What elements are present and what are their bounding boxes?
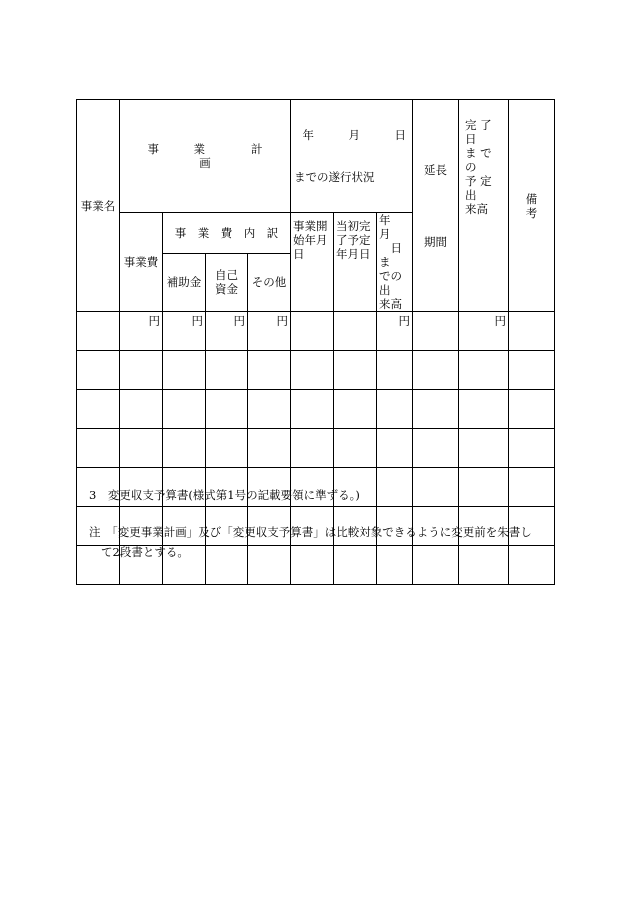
header-extension-period: 期間 (424, 234, 448, 249)
table-cell (334, 312, 377, 351)
header-subsidy: 補助金 (163, 253, 206, 311)
header-other: その他 (248, 253, 291, 311)
table-cell (509, 312, 555, 351)
unit-label: 円 (120, 312, 163, 351)
note-line-2: て2段書とする。 (101, 545, 189, 559)
table-row (77, 390, 555, 429)
header-remarks: 備 考 (509, 100, 555, 312)
unit-label: 円 (377, 312, 413, 351)
table-cell (413, 312, 459, 351)
header-extension (413, 100, 459, 312)
table-row (77, 312, 555, 351)
header-progress-label: までの遂行状況 (294, 170, 375, 184)
header-progress-date: 年 月 日 (302, 128, 407, 142)
project-progress-table (76, 99, 561, 585)
table-cell (77, 312, 120, 351)
unit-label: 円 (206, 312, 248, 351)
header-project-cost: 事業費 (120, 213, 163, 312)
unit-label: 円 (163, 312, 206, 351)
header-progress-amount: 年 月 日ま での出 来高 (377, 213, 413, 312)
unit-label: 円 (459, 312, 509, 351)
table-row (77, 351, 555, 390)
header-initial-completion: 当初完 了予定 年月日 (334, 213, 377, 312)
header-start-date: 事業開 始年月 日 (291, 213, 334, 312)
item-3-budget-statement: 3 変更収支予算書(様式第1号の記載要領に準ずる。) (89, 488, 360, 502)
unit-label: 円 (248, 312, 291, 351)
header-extension-label: 延長 (424, 162, 448, 177)
header-own-funds: 自己 資金 (206, 253, 248, 311)
header-project-plan: 事 業 計 画 (120, 100, 291, 213)
table-row (77, 429, 555, 468)
header-cost-breakdown: 事 業 費 内 訳 (163, 213, 291, 254)
table-cell (291, 312, 334, 351)
header-progress-status (291, 100, 413, 213)
header-completion: 完 了 日 ま で の 予 定 出 来高 (459, 100, 509, 312)
note-line-1: 注 「変更事業計画」及び「変更収支予算書」は比較対象できるように変更前を朱書し (89, 525, 532, 539)
header-project-name: 事業名 (77, 100, 120, 312)
